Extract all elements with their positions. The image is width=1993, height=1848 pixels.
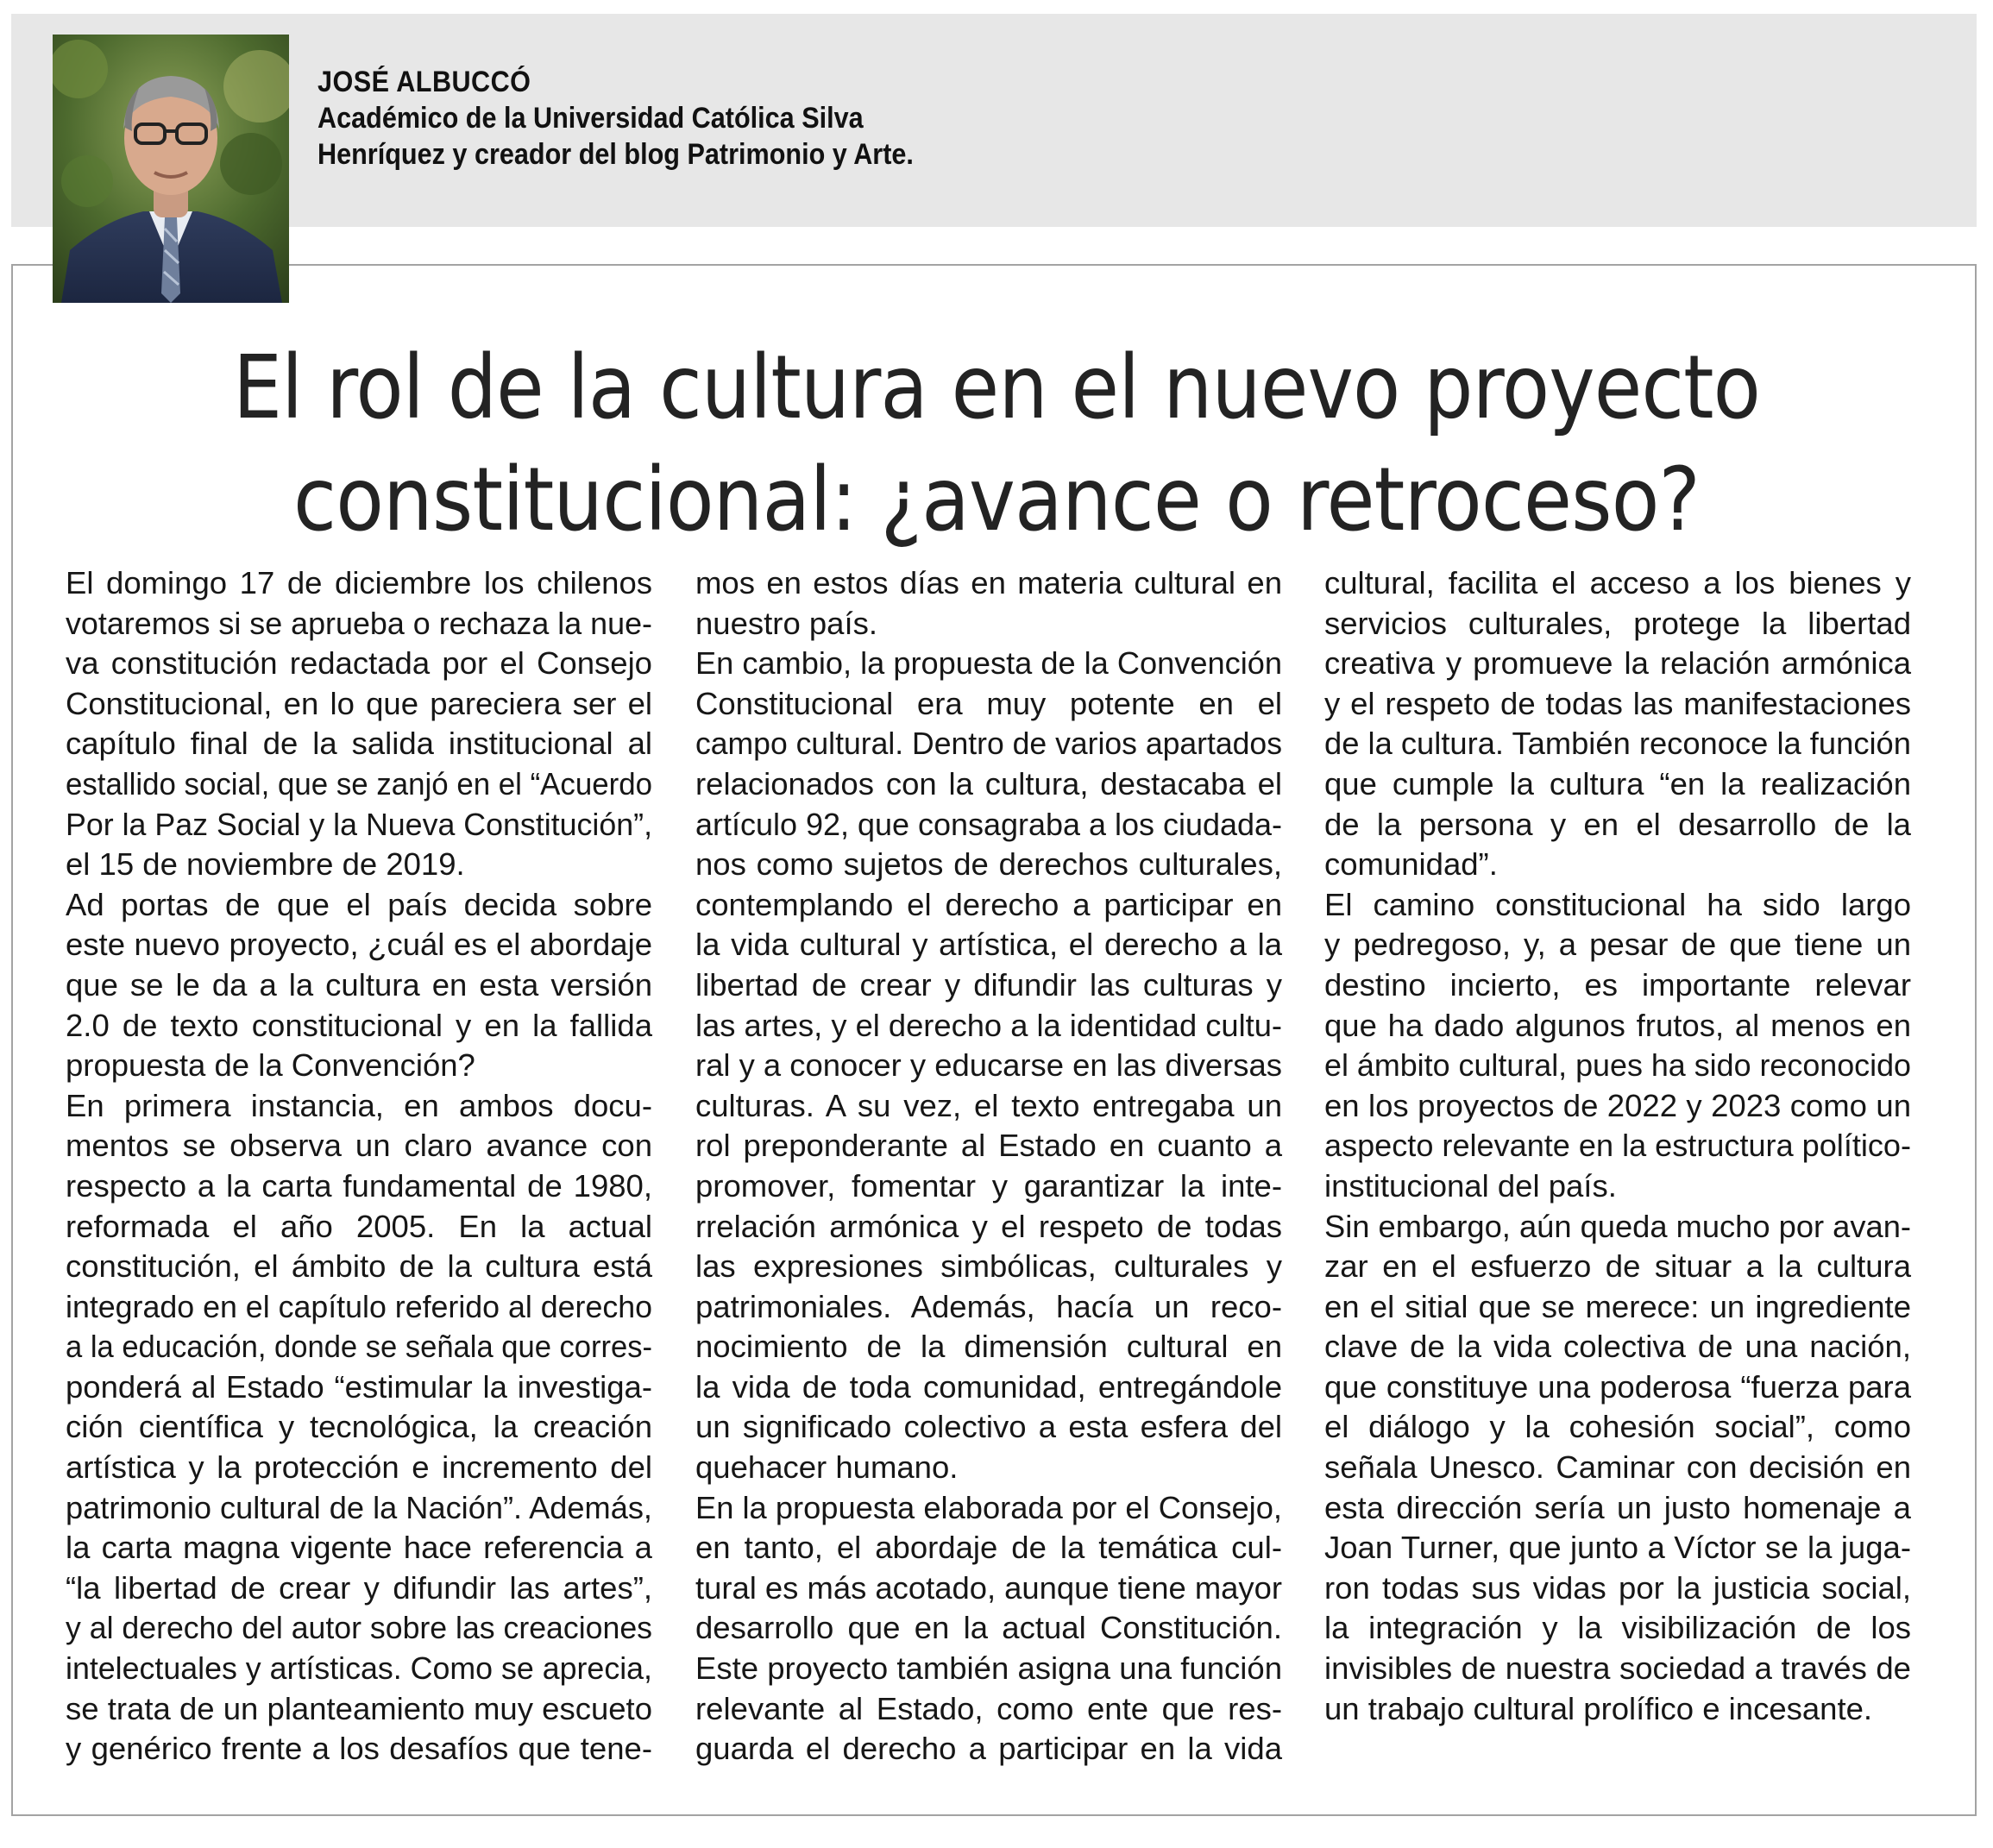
body-text-line: de la cultura. También reconoce la función [1324,726,1911,762]
author-name: JOSÉ ALBUCCÓ [317,66,531,98]
body-text-line: que cumple la cultura “en la realización [1324,765,1911,801]
body-text-line: va constitución redactada por el Consejo [66,645,652,682]
body-text-line: un significado colectivo a esta esfera del [695,1409,1282,1445]
headline-line-1: El rol de la cultura en el nuevo proyecto [232,336,1761,439]
body-text-line: aspecto relevante en la estructura político- [1324,1128,1912,1164]
body-text-line: En primera instancia, en ambos docu- [66,1087,652,1123]
body-text-line: nocimiento de la dimensión cultural en [695,1329,1282,1365]
body-text-line: que ha dado algunos frutos, al menos en [1324,1007,1911,1043]
body-text-line: este nuevo proyecto, ¿cuál es el abordaje [66,927,652,963]
body-text-line: patrimonio cultural de la Nación”. Además, [66,1489,652,1525]
body-text-line: se trata de un planteamiento muy escueto [66,1690,652,1726]
body-text-line: la integración y la visibilización de los [1324,1610,1911,1646]
body-text-line: ción científica y tecnológica, la creación [66,1409,652,1445]
body-text-line: mos en estos días en materia cultural en [695,565,1282,600]
author-photo [53,35,289,303]
body-text-line: relevante al Estado, como ente que res- [695,1690,1282,1726]
body-text-line: estallido social, que se zanjó en el “Acuerdo [66,765,652,801]
author-bio-line-2: Henríquez y creador del blog Patrimonio y Arte. [317,138,914,171]
body-text-line: culturas. A su vez, el texto entregaba un [695,1087,1282,1123]
body-text-line: destino incierto, es importante relevar [1324,966,1911,1003]
body-text-line: la vida de toda comunidad, entregándole [695,1368,1282,1405]
body-text-line: y el respeto de todas las manifestaciones [1324,685,1911,721]
body-text-line: el 15 de noviembre de 2019. [66,846,465,883]
body-text-line: en el sitial que se merece: un ingrediente [1324,1288,1911,1324]
body-text-line: respecto a la carta fundamental de 1980, [66,1167,652,1204]
body-text-line: rrelación armónica y el respeto de todas [695,1208,1282,1244]
body-text-line: En la propuesta elaborada por el Consejo, [695,1489,1282,1525]
author-bio-line-1: Académico de la Universidad Católica Silva [317,102,864,135]
body-text-line: guarda el derecho a participar en la vida [695,1731,1282,1767]
body-text-line: nuestro país. [695,605,878,641]
body-text-line: zar en el esfuerzo de situar a la cultura [1324,1248,1911,1285]
body-text-line: y pedregoso, y, a pesar de que tiene un [1324,927,1911,963]
body-text-line: de la persona y en el desarrollo de la [1324,806,1911,842]
body-text-line: y al derecho del autor sobre las creaciones [66,1610,653,1646]
body-text-line: que se le da a la cultura en esta versión [66,966,652,1003]
body-text-line: Constitucional era muy potente en el [695,685,1282,721]
body-text-line: libertad de crear y difundir las culturas y [695,966,1282,1003]
body-text-line: un trabajo cultural prolífico e incesante. [1324,1690,1873,1726]
body-text-line: en los proyectos de 2022 y 2023 como un [1324,1087,1911,1123]
body-text-line: nos como sujetos de derechos culturales, [695,846,1282,883]
body-text-line: El domingo 17 de diciembre los chilenos [66,565,652,600]
body-text-line: institucional del país. [1324,1167,1617,1204]
body-text-line: votaremos si se aprueba o rechaza la nue- [66,605,652,641]
body-text-line: tural es más acotado, aunque tiene mayor [695,1569,1282,1606]
body-text-line: servicios culturales, protege la libertad [1324,605,1911,641]
body-text-line: Este proyecto también asigna una función [695,1650,1282,1687]
body-text-line: Sin embargo, aún queda mucho por avan- [1324,1208,1911,1244]
body-text-line: clave de la vida colectiva de una nación, [1324,1329,1911,1365]
body-text-line: comunidad”. [1324,846,1498,883]
body-text-line: en tanto, el abordaje de la temática cul- [695,1530,1282,1566]
body-text-line: integrado en el capítulo referido al derecho [66,1288,653,1324]
body-text-line: la vida cultural y artística, el derecho a la [695,927,1282,963]
author-credit [317,64,1327,173]
body-text-line: y genérico frente a los desafíos que tene- [66,1731,652,1767]
body-text-line: Joan Turner, que junto a Víctor se la juga- [1324,1530,1911,1566]
body-text-line: contemplando el derecho a participar en [695,886,1282,922]
body-text-line: “la libertad de crear y difundir las artes”, [66,1569,652,1606]
body-text-line: invisibles de nuestra sociedad a través de [1324,1650,1911,1687]
body-text-line: ponderá al Estado “estimular la investiga- [66,1368,652,1405]
body-text-line: campo cultural. Dentro de varios apartados [695,726,1282,762]
body-text-line: la carta magna vigente hace referencia a [66,1530,652,1566]
body-text-line: ron todas sus vidas por la justicia social, [1324,1569,1911,1606]
body-text-line: Constitucional, en lo que pareciera ser el [66,685,652,721]
body-text-line: reformada el año 2005. En la actual [66,1208,652,1244]
body-column-1 [66,563,652,1769]
body-text-line: artículo 92, que consagraba a los ciudada- [695,806,1282,842]
body-text-line: Por la Paz Social y la Nueva Constitución”, [66,806,653,842]
body-text-line: intelectuales y artísticas. Como se aprecia, [66,1650,653,1687]
body-text-line: cultural, facilita el acceso a los bienes y [1324,565,1911,600]
body-text-line: ral y a conocer y educarse en las diversas [695,1047,1282,1084]
body-text-line: rol preponderante al Estado en cuanto a [695,1128,1282,1164]
body-text-line: En cambio, la propuesta de la Convención [695,645,1282,682]
headline-line-2: constitucional: ¿avance o retroceso? [293,449,1700,551]
body-text-line: esta dirección sería un justo homenaje a [1324,1489,1911,1525]
body-text-line: patrimoniales. Además, hacía un reco- [695,1288,1282,1324]
body-text-line: que constituye una poderosa “fuerza para [1324,1368,1911,1405]
body-text-line: desarrollo que en la actual Constitución. [695,1610,1282,1646]
body-text-line: relacionados con la cultura, destacaba el [695,765,1282,801]
body-text-line: las artes, y el derecho a la identidad cultu- [695,1007,1283,1043]
article-headline [0,332,1993,556]
body-text-line: las expresiones simbólicas, culturales y [695,1248,1282,1285]
body-text-line: señala Unesco. Caminar con decisión en [1324,1449,1911,1486]
body-text-line: creativa y promueve la relación armónica [1324,645,1911,682]
body-text-line: el ámbito cultural, pues ha sido reconocido [1324,1047,1911,1084]
body-text-line: capítulo final de la salida institucional al [66,726,652,762]
body-text-line: mentos se observa un claro avance con [66,1128,652,1164]
body-text-line: Ad portas de que el país decida sobre [66,886,652,922]
body-text-line: propuesta de la Convención? [66,1047,475,1084]
body-text-line: a la educación, donde se señala que corres- [66,1329,653,1365]
body-text-line: el diálogo y la cohesión social”, como [1324,1409,1911,1445]
body-text-line: constitución, el ámbito de la cultura está [66,1248,652,1285]
body-column-3 [1324,563,1911,1729]
body-text-line: artística y la protección e incremento del [66,1449,652,1486]
body-text-line: quehacer humano. [695,1449,959,1486]
body-text-line: El camino constitucional ha sido largo [1324,886,1911,922]
body-text-line: promover, fomentar y garantizar la inte- [695,1167,1282,1204]
body-column-2 [695,563,1282,1769]
body-text-line: 2.0 de texto constitucional y en la fallida [66,1007,652,1043]
